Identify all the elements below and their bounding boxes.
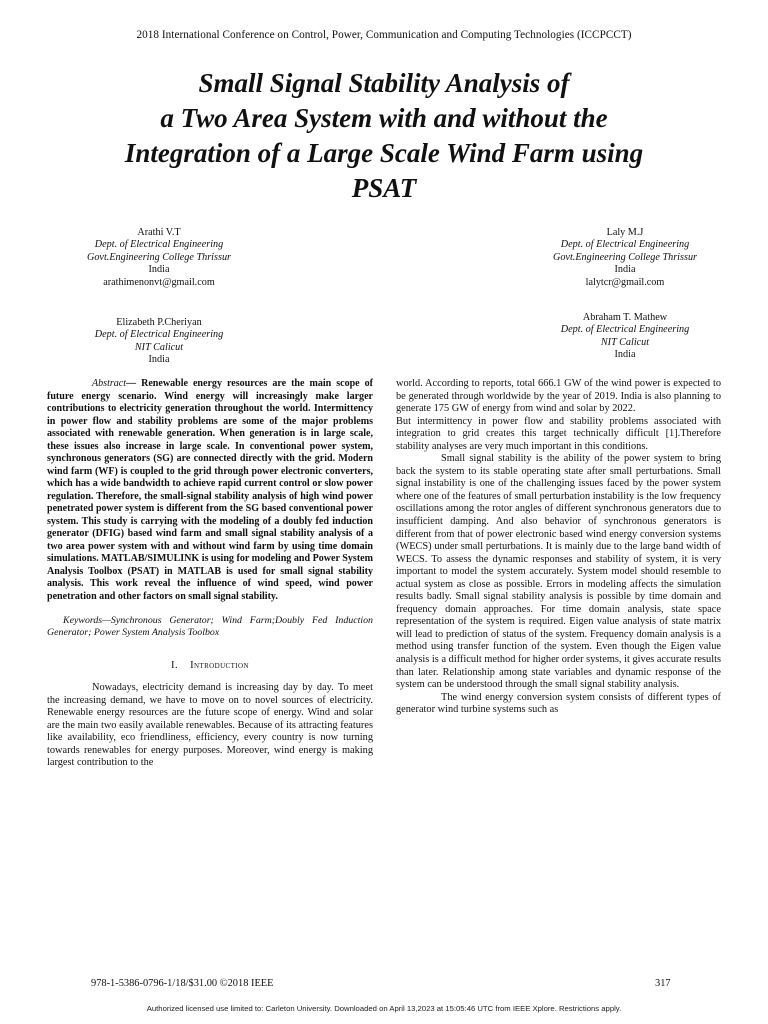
section-title: Introduction (190, 659, 249, 671)
author-block-elizabeth (42, 317, 276, 367)
conference-header: 2018 International Conference on Control, Power, Communication and Computing Technologies (ICCPCCT) (136, 29, 632, 41)
body-paragraph: Small signal stability is the ability of the power system to bring back the system to its stable operating state after small perturbations. Small signal instability is one of the challenging issues faced by the power system where one of the features of small perturbation instability is the low frequency oscillations among the rotor angles of different synchronous generators due to insufficient damping. And also behavior of synchronous generators is different from that of power electronic based wind energy conversion systems (WECS) under small perturbations. It is mainly due to the large band width of WECS. To assess the dynamic responses and stability of system, it is very important to model the system accurately. System model should resemble to actual system as close as possible. Errors in modeling affects the simulation results badly. Small signal stability analysis is possible by time domain and frequency domain approaches. For time domain analysis, state space representation of the system is required. Eigen value analysis of state matrix will lead to prediction of status of the system. Frequency domain analysis is a method using transfer function of the system. Even though the Eigen value analysis is a difficult method for higher order systems, it gives accurate results than later. Relationship among state variables and dynamic response of the system can be understood through the small signal stability analysis. (396, 453, 721, 691)
keywords: Keywords—Synchronous Generator; Wind Farm;Doubly Fed Induction Generator; Power System Analysis Toolbox (47, 615, 373, 639)
right-column (396, 378, 721, 717)
title-line: PSAT (351, 173, 417, 203)
author-name: Arathi V.T (137, 227, 181, 238)
title-line: Integration of a Large Scale Wind Farm using (124, 138, 644, 168)
title-line: a Two Area System with and without the (160, 103, 608, 133)
author-name: Abraham T. Mathew (582, 312, 668, 323)
abstract (47, 378, 373, 603)
title-line: Small Signal Stability Analysis of (198, 68, 570, 98)
author-name: Laly M.J (606, 227, 644, 238)
footer-isbn: 978-1-5386-0796-1/18/$31.00 ©2018 IEEE (91, 978, 274, 989)
author-name: Elizabeth P.Cheriyan (116, 317, 202, 328)
author-dept: Dept. of Electrical Engineering (94, 239, 224, 251)
section-heading (47, 660, 373, 673)
license-notice: Authorized licensed use limited to: Carleton University. Downloaded on April 13,2023 at 15:05:46 UTC from IEEE Xplore. Restrictions apply. (146, 1004, 622, 1013)
abstract-dash: — (126, 378, 142, 389)
author-org: NIT Calicut (134, 341, 184, 353)
author-dept: Dept. of Electrical Engineering (560, 324, 690, 336)
author-country: India (148, 354, 170, 366)
author-org: NIT Calicut (600, 336, 650, 348)
author-org: Govt.Engineering College Thrissur (86, 251, 232, 263)
abstract-label: Abstract (92, 378, 127, 389)
body-paragraph: But intermittency in power flow and stability problems associated with integration to grid creates this target technically difficult [1].Therefore stability analyses are very much important in this conditions. (396, 415, 721, 452)
page-number: 317 (655, 978, 671, 989)
author-country: India (614, 264, 636, 276)
author-org: Govt.Engineering College Thrissur (552, 251, 698, 263)
author-block-abraham (508, 312, 742, 362)
author-email[interactable]: lalytcr@gmail.com (585, 276, 665, 288)
author-block-arathi (42, 227, 276, 289)
body-paragraph: The wind energy conversion system consists of different types of generator wind turbine systems such as (396, 691, 721, 716)
author-email[interactable]: arathimenonvt@gmail.com (103, 276, 215, 288)
paper-title (40, 66, 728, 206)
intro-paragraph: Nowadays, electricity demand is increasing day by day. To meet the increasing demand, we have to move on to novel sources of electricity. Renewable energy resources are the future scope of energy. Wind and solar are the main two easily available renewables. Because of its attracting features like availability, eco friendliness, efficiency, every country is now turning towards renewables for energy purposes. Moreover, wind energy is making largest contribution to the (47, 682, 373, 769)
author-block-laly (508, 227, 742, 289)
author-country: India (148, 264, 170, 276)
author-country: India (614, 349, 636, 361)
author-dept: Dept. of Electrical Engineering (94, 329, 224, 341)
left-column (47, 378, 373, 770)
author-dept: Dept. of Electrical Engineering (560, 239, 690, 251)
abstract-text: Renewable energy resources are the main scope of future energy scenario. Wind energy will increasingly make larger contributions to electricity generation throughout the world. Intermittency in power flow and stability problems are some of the major problems associated with renewable generation. When generation is in large scale, these issues also increase in large scale. In conventional power system, synchronous generators (SG) are connected directly with the grid. Modern wind farm (WF) is coupled to the grid through power electronic converters, which has a wide bandwidth to achieve rapid current control or slow power regulation. Therefore, the small-signal stability analysis of high wind power penetrated power system is different from the SG based conventional power system. This study is carrying with the modeling of a doubly fed induction generator (DFIG) based wind farm and small signal stability analysis of a two area power system with and without wind farm by using time domain simulations. MATLAB/SIMULINK is using for modeling and Power System Analysis Toolbox (PSAT) in MATLAB is used for small signal stability analysis. This work reveal the influence of wind speed, wind power penetration and other factors on small signal stability. (47, 378, 374, 602)
section-number: I. (171, 659, 178, 671)
body-paragraph: world. According to reports, total 666.1 GW of the wind power is expected to be generated through worldwide by the year of 2019. India is also planning to generate 175 GW of energy from wind and solar by 2022. (396, 378, 721, 415)
